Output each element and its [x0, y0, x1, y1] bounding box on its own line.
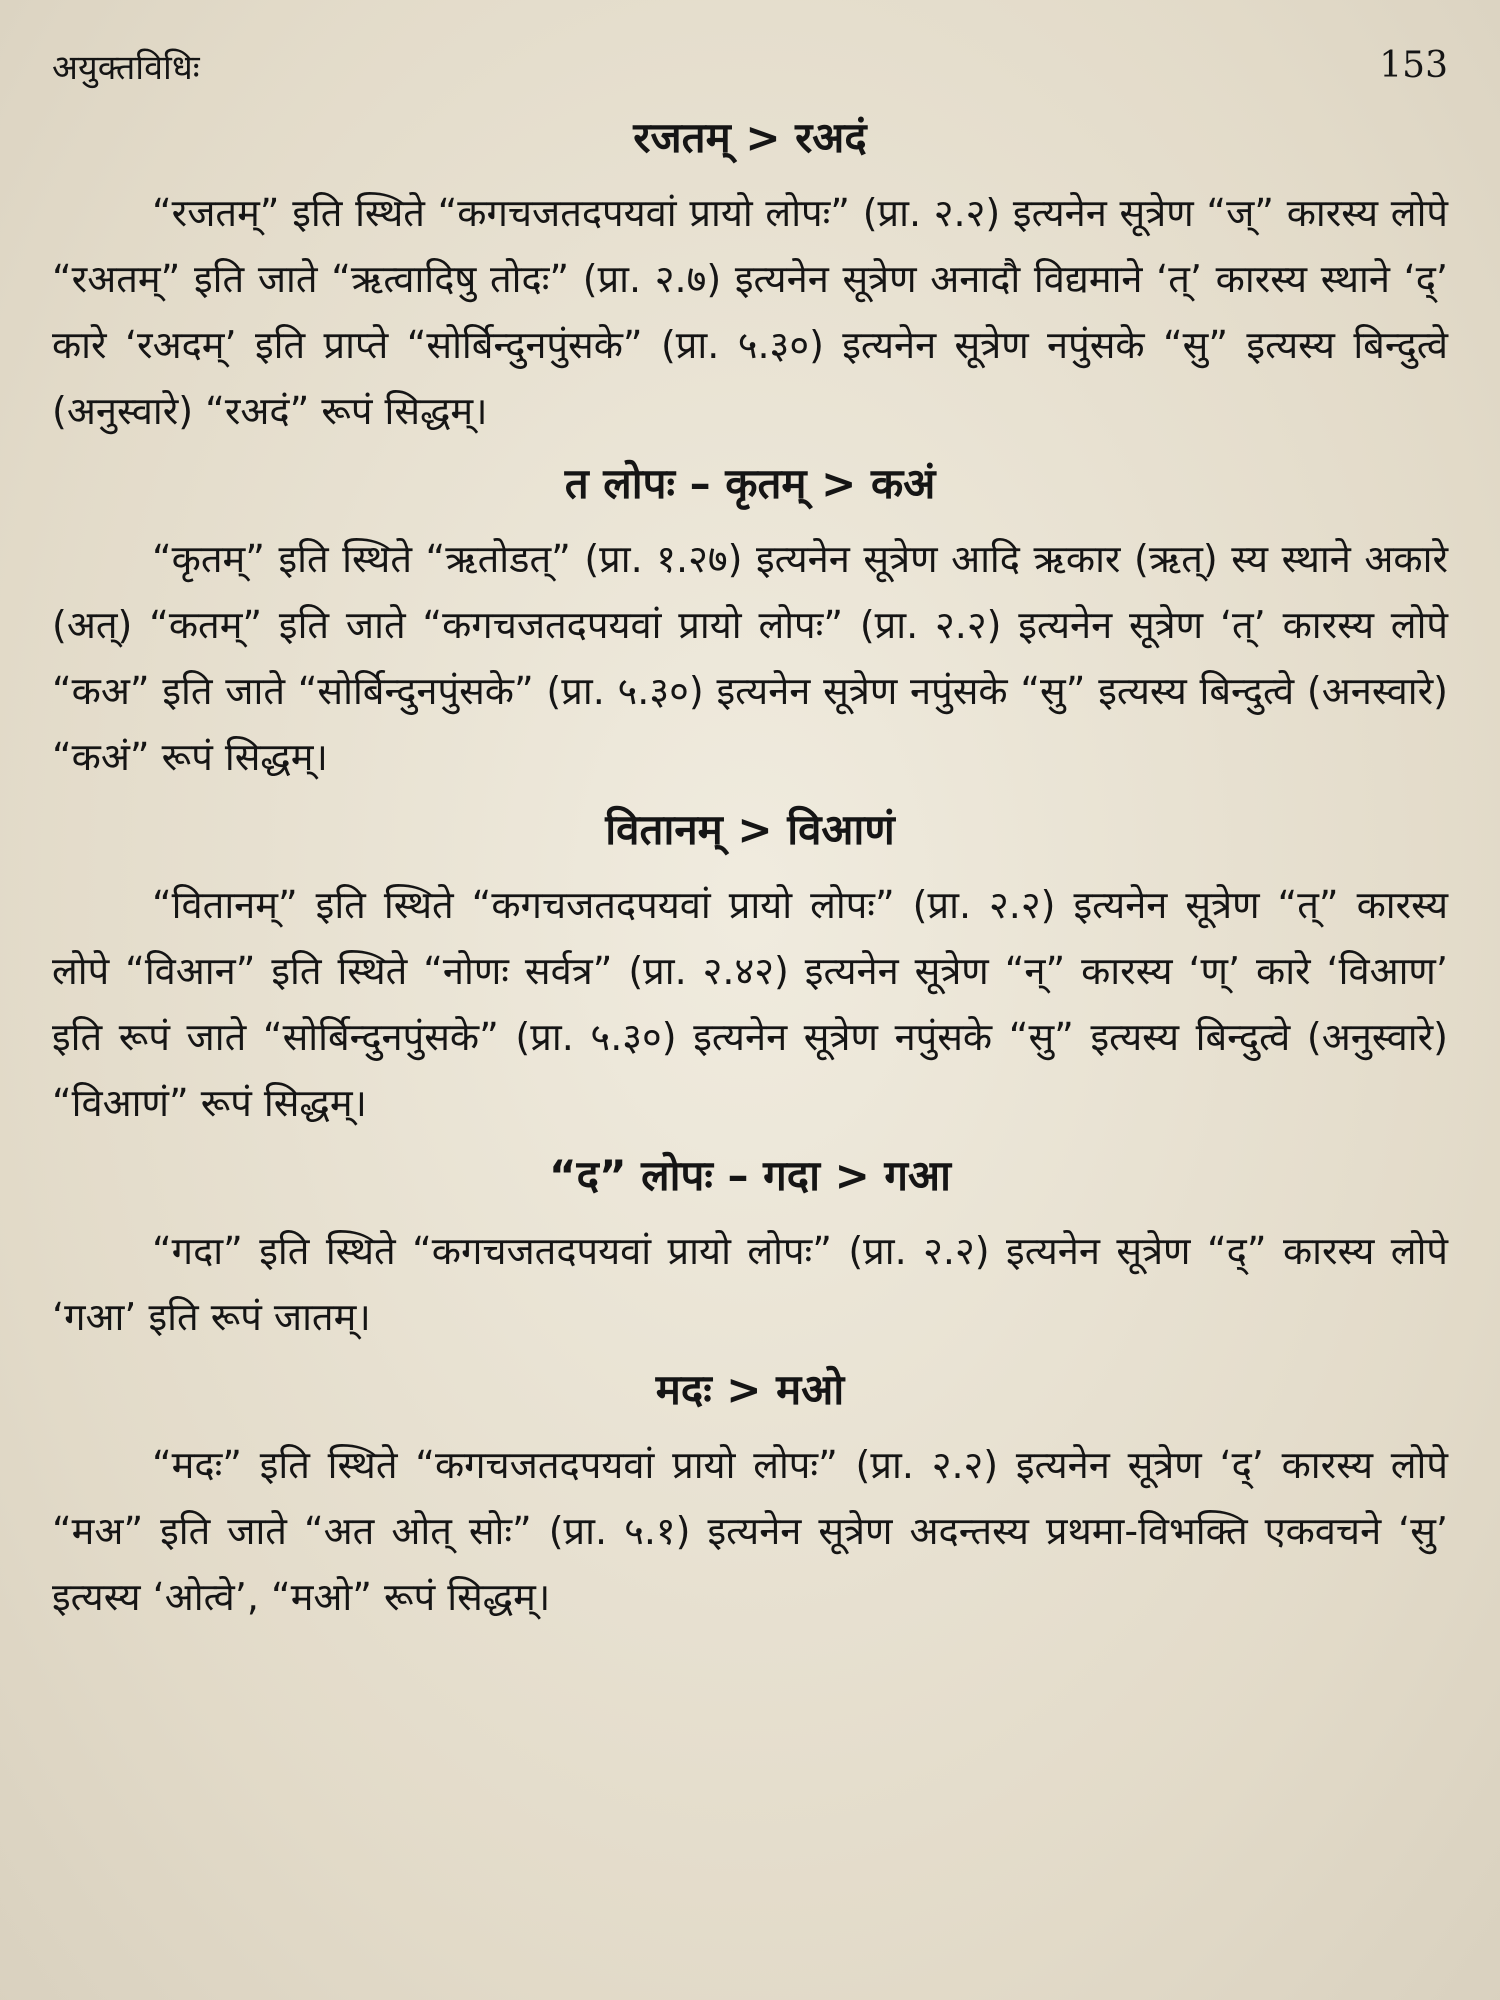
- section-paragraph: “रजतम्” इति स्थिते “कगचजतदपयवां प्रायो लोपः” (प्रा. २.२) इत्यनेन सूत्रेण “ज्” कारस्य लोपे “रअतम्” इति जाते “ऋत्वादिषु तोदः” (प्रा. २.७) इत्यनेन सूत्रेण अनादौ विद्यमाने ‘त्’ कारस्य स्थाने ‘द्’ कारे ‘रअदम्’ इति प्राप्ते “सोर्बिन्दुनपुंसके” (प्रा. ५.३०) इत्यनेन सूत्रेण नपुंसके “सु” इत्यस्य बिन्दुत्वे (अनुस्वारे) “रअदं” रूपं सिद्धम्।: [52, 191, 1448, 433]
- section-madah: [52, 1362, 1448, 1630]
- running-title: अयुक्तविधिः: [52, 48, 200, 88]
- section-gada: [52, 1148, 1448, 1350]
- page-content: [52, 110, 1448, 1642]
- section-kritam: [52, 456, 1448, 790]
- section-heading: रजतम् > रअदं: [633, 113, 867, 162]
- section-heading: “द” लोपः – गदा > गआ: [549, 1151, 951, 1200]
- section-paragraph: “गदा” इति स्थिते “कगचजतदपयवां प्रायो लोपः” (प्रा. २.२) इत्यनेन सूत्रेण “द्” कारस्य लोपे ‘गआ’ इति रूपं जातम्।: [52, 1229, 1448, 1339]
- section-vitanam: [52, 802, 1448, 1136]
- page-number: 153: [1379, 45, 1448, 86]
- section-paragraph: “वितानम्” इति स्थिते “कगचजतदपयवां प्रायो लोपः” (प्रा. २.२) इत्यनेन सूत्रेण “त्” कारस्य लोपे “विआन” इति स्थिते “नोणः सर्वत्र” (प्रा. २.४२) इत्यनेन सूत्रेण “न्” कारस्य ‘ण्’ कारे ‘विआण’ इति रूपं जाते “सोर्बिन्दुनपुंसके” (प्रा. ५.३०) इत्यनेन सूत्रेण नपुंसके “सु” इत्यस्य बिन्दुत्वे (अनुस्वारे) “विआणं” रूपं सिद्धम्।: [52, 883, 1448, 1125]
- section-paragraph: “मदः” इति स्थिते “कगचजतदपयवां प्रायो लोपः” (प्रा. २.२) इत्यनेन सूत्रेण ‘द्’ कारस्य लोपे “मअ” इति जाते “अत ओत् सोः” (प्रा. ५.१) इत्यनेन सूत्रेण अदन्तस्य प्रथमा-विभक्ति एकवचने ‘सु’ इत्यस्य ‘ओत्वे’, “मओ” रूपं सिद्धम्।: [52, 1443, 1448, 1619]
- section-heading: त लोपः – कृतम् > कअं: [564, 459, 936, 508]
- section-rajatam: [52, 110, 1448, 444]
- section-paragraph: “कृतम्” इति स्थिते “ऋतोडत्” (प्रा. १.२७) इत्यनेन सूत्रेण आदि ऋकार (ऋत्) स्य स्थाने अकारे (अत्) “कतम्” इति जाते “कगचजतदपयवां प्रायो लोपः” (प्रा. २.२) इत्यनेन सूत्रेण ‘त्’ कारस्य लोपे “कअ” इति जाते “सोर्बिन्दुनपुंसके” (प्रा. ५.३०) इत्यनेन सूत्रेण नपुंसके “सु” इत्यस्य बिन्दुत्वे (अनस्वारे) “कअं” रूपं सिद्धम्।: [52, 537, 1448, 779]
- section-heading: मदः > मओ: [655, 1365, 845, 1414]
- section-heading: वितानम् > विआणं: [605, 805, 895, 854]
